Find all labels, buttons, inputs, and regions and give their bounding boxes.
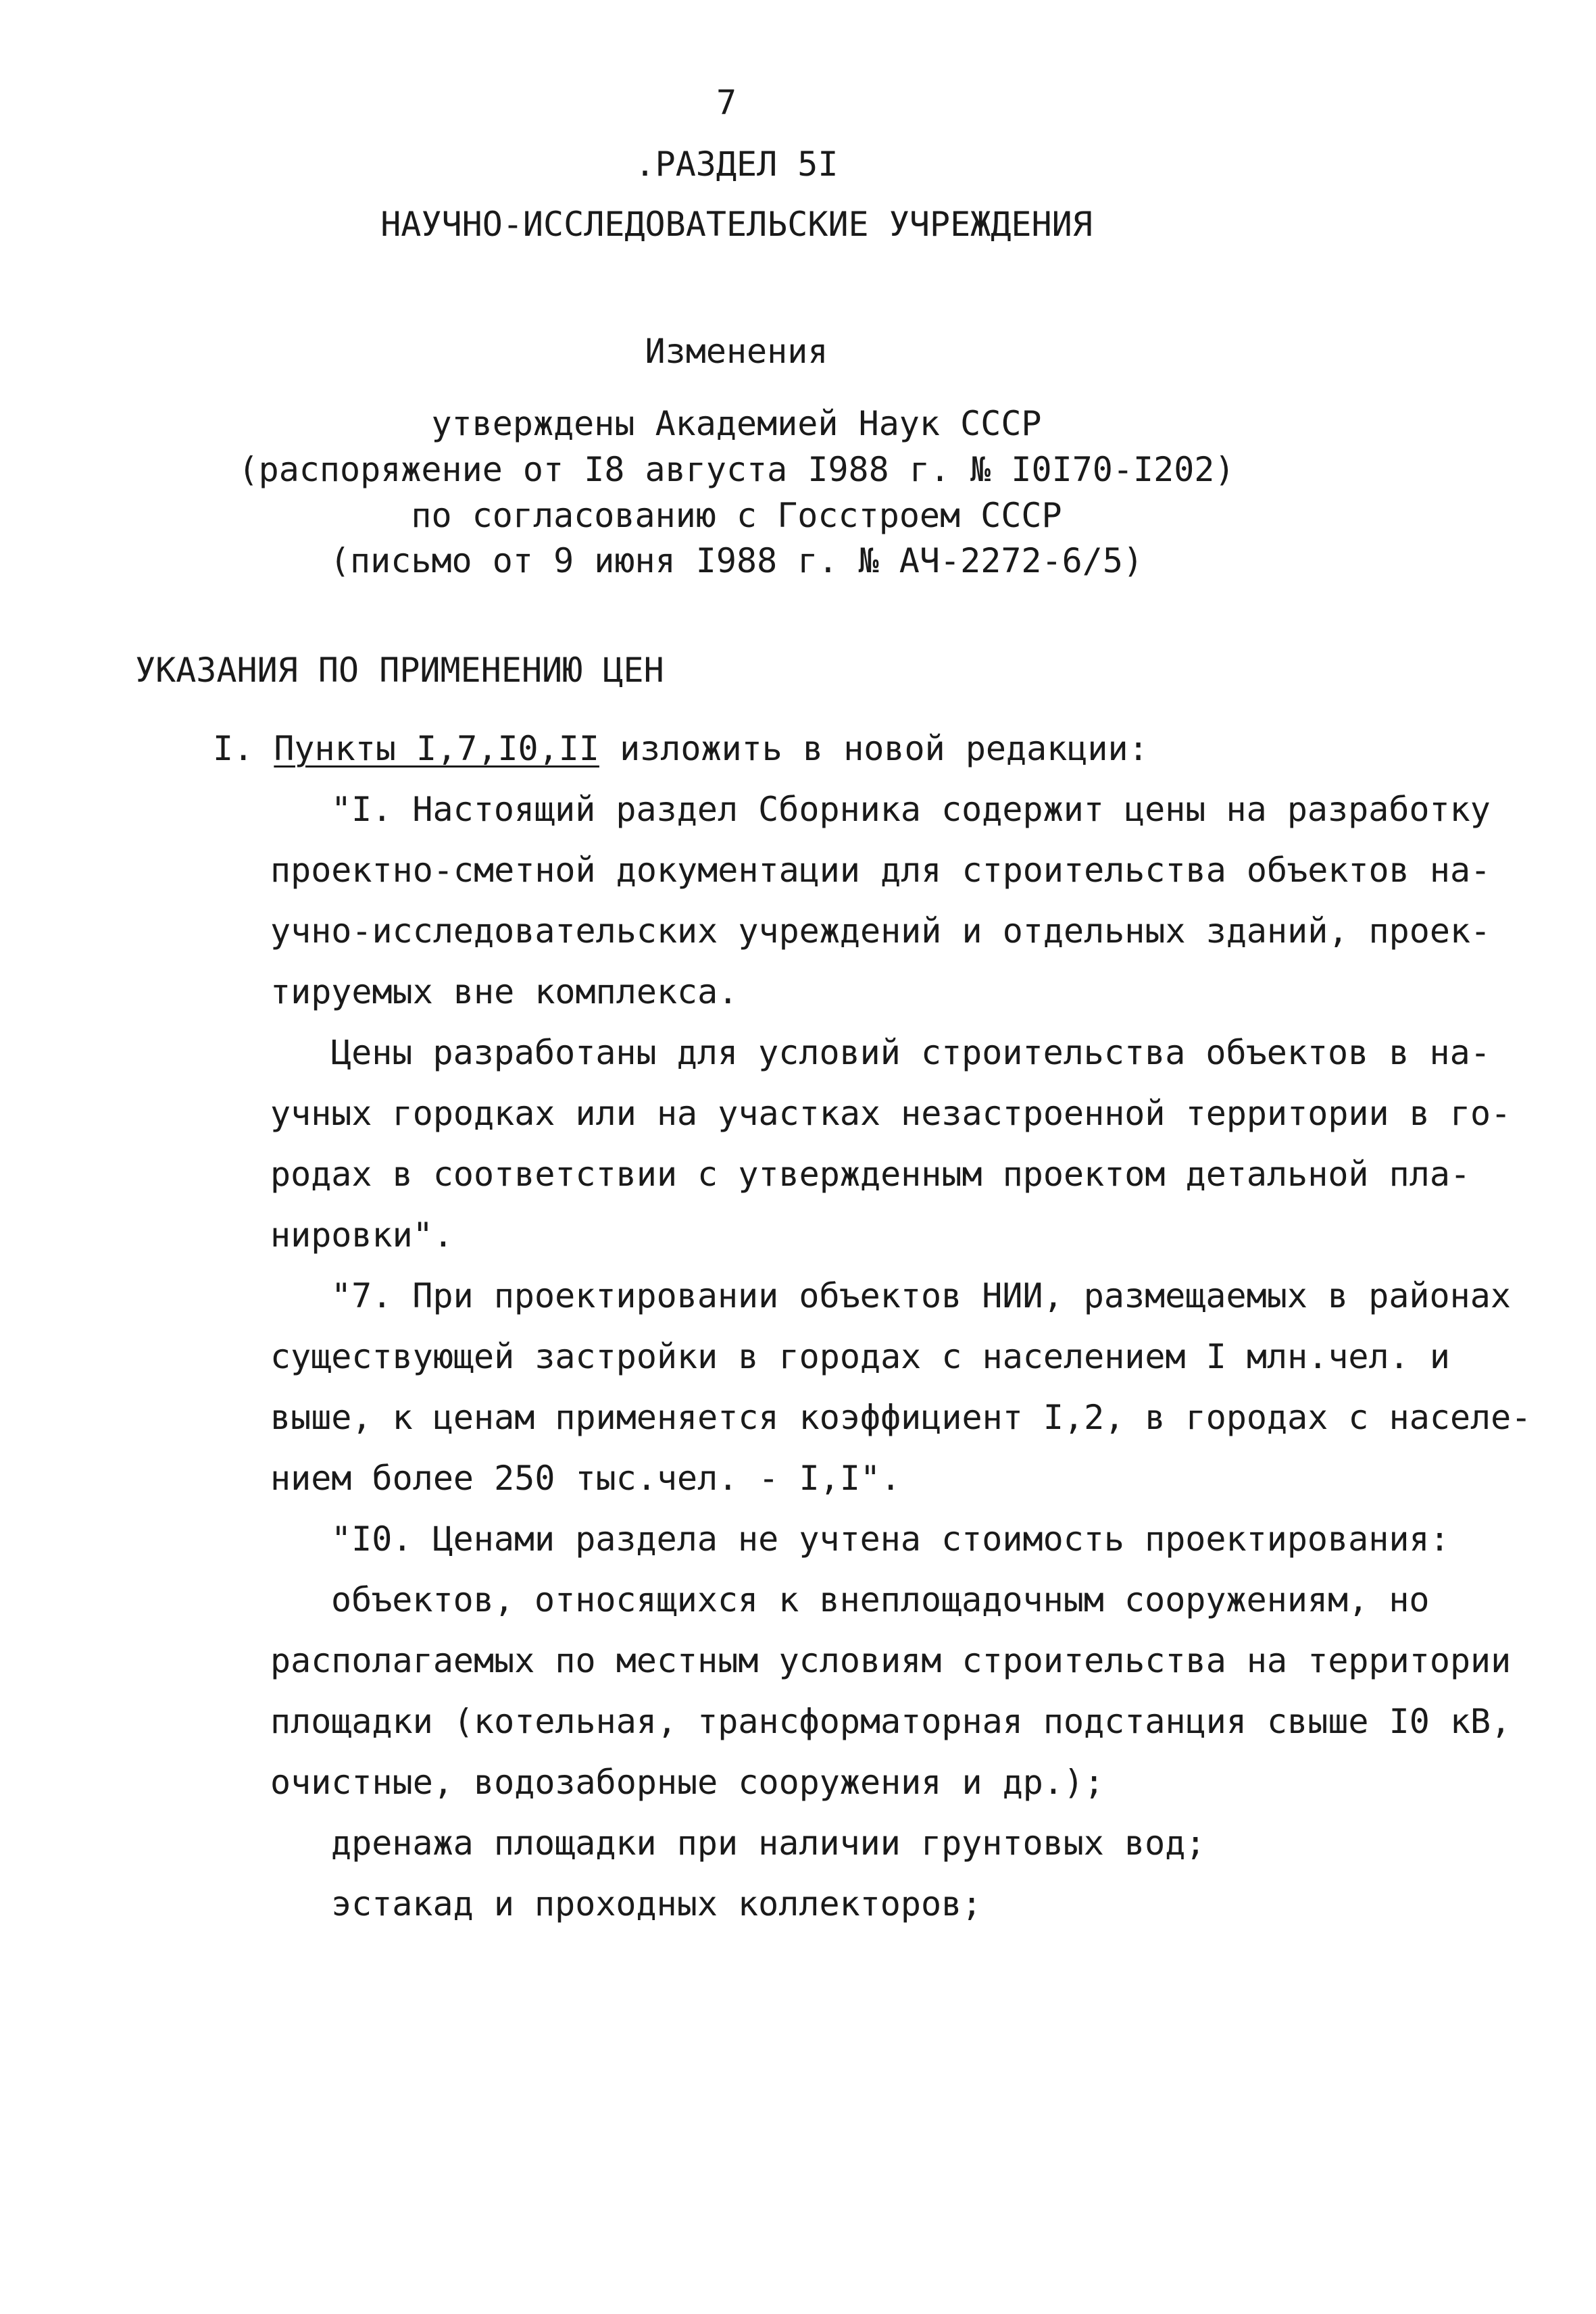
section-heading: .РАЗДЕЛ 5I	[634, 145, 839, 184]
body-line: существующей застройки в городах с населением I млн.чел. и	[270, 1337, 1450, 1376]
body-line: учных городках или на участках незастроенной территории в го-	[270, 1094, 1512, 1133]
approval-line: утверждены Академией Наук СССР	[431, 404, 1042, 443]
approval-line: (письмо от 9 июня I988 г. № АЧ-2272-6/5)	[329, 541, 1144, 580]
body-line: эстакад и проходных коллекторов;	[331, 1884, 982, 1923]
body-line: дренажа площадки при наличии грунтовых вод;	[331, 1823, 1206, 1863]
body-line: располагаемых по местным условиям строительства на территории	[270, 1641, 1512, 1680]
item-1-rest: изложить в новой редакции:	[599, 729, 1149, 768]
body-line: учно-исследовательских учреждений и отдельных зданий, проек-	[270, 911, 1491, 951]
body-line: проектно-сметной документации для строительства объектов на-	[270, 851, 1491, 890]
body-line: родах в соответствии с утвержденным проектом детальной пла-	[270, 1155, 1471, 1194]
body-line: тируемых вне комплекса.	[270, 972, 739, 1011]
item-1-number: I.	[213, 729, 254, 768]
approval-line: (распоряжение от I8 августа I988 г. № I0I70-I202)	[238, 450, 1235, 489]
changes-heading: Изменения	[645, 332, 828, 371]
body-line: "I. Настоящий раздел Сборника содержит цены на разработку	[331, 790, 1491, 829]
page-number: 7	[716, 83, 737, 122]
item-1-line	[213, 728, 1149, 769]
body-line: "7. При проектировании объектов НИИ, размещаемых в районах	[331, 1276, 1511, 1315]
body-line: "I0. Ценами раздела не учтена стоимость проектирования:	[331, 1519, 1450, 1559]
body-line: выше, к ценам применяется коэффициент I,2, в городах с населе-	[270, 1398, 1532, 1437]
body-line: Цены разработаны для условий строительства объектов в на-	[331, 1033, 1491, 1072]
body-line: объектов, относящихся к внеплощадочным сооружениям, но	[331, 1580, 1430, 1619]
instructions-heading: УКАЗАНИЯ ПО ПРИМЕНЕНИЮ ЦЕН	[135, 651, 664, 690]
body-line: нировки".	[270, 1215, 453, 1255]
body-line: нием более 250 тыс.чел. - I,I".	[270, 1459, 901, 1498]
body-line: площадки (котельная, трансформаторная подстанция свыше I0 кВ,	[270, 1702, 1512, 1741]
body-line: очистные, водозаборные сооружения и др.);	[270, 1763, 1105, 1802]
item-1-points: Пункты I,7,I0,II	[274, 729, 599, 768]
approval-line: по согласованию с Госстроем СССР	[411, 496, 1062, 535]
section-title: НАУЧНО-ИССЛЕДОВАТЕЛЬСКИЕ УЧРЕЖДЕНИЯ	[380, 205, 1093, 244]
